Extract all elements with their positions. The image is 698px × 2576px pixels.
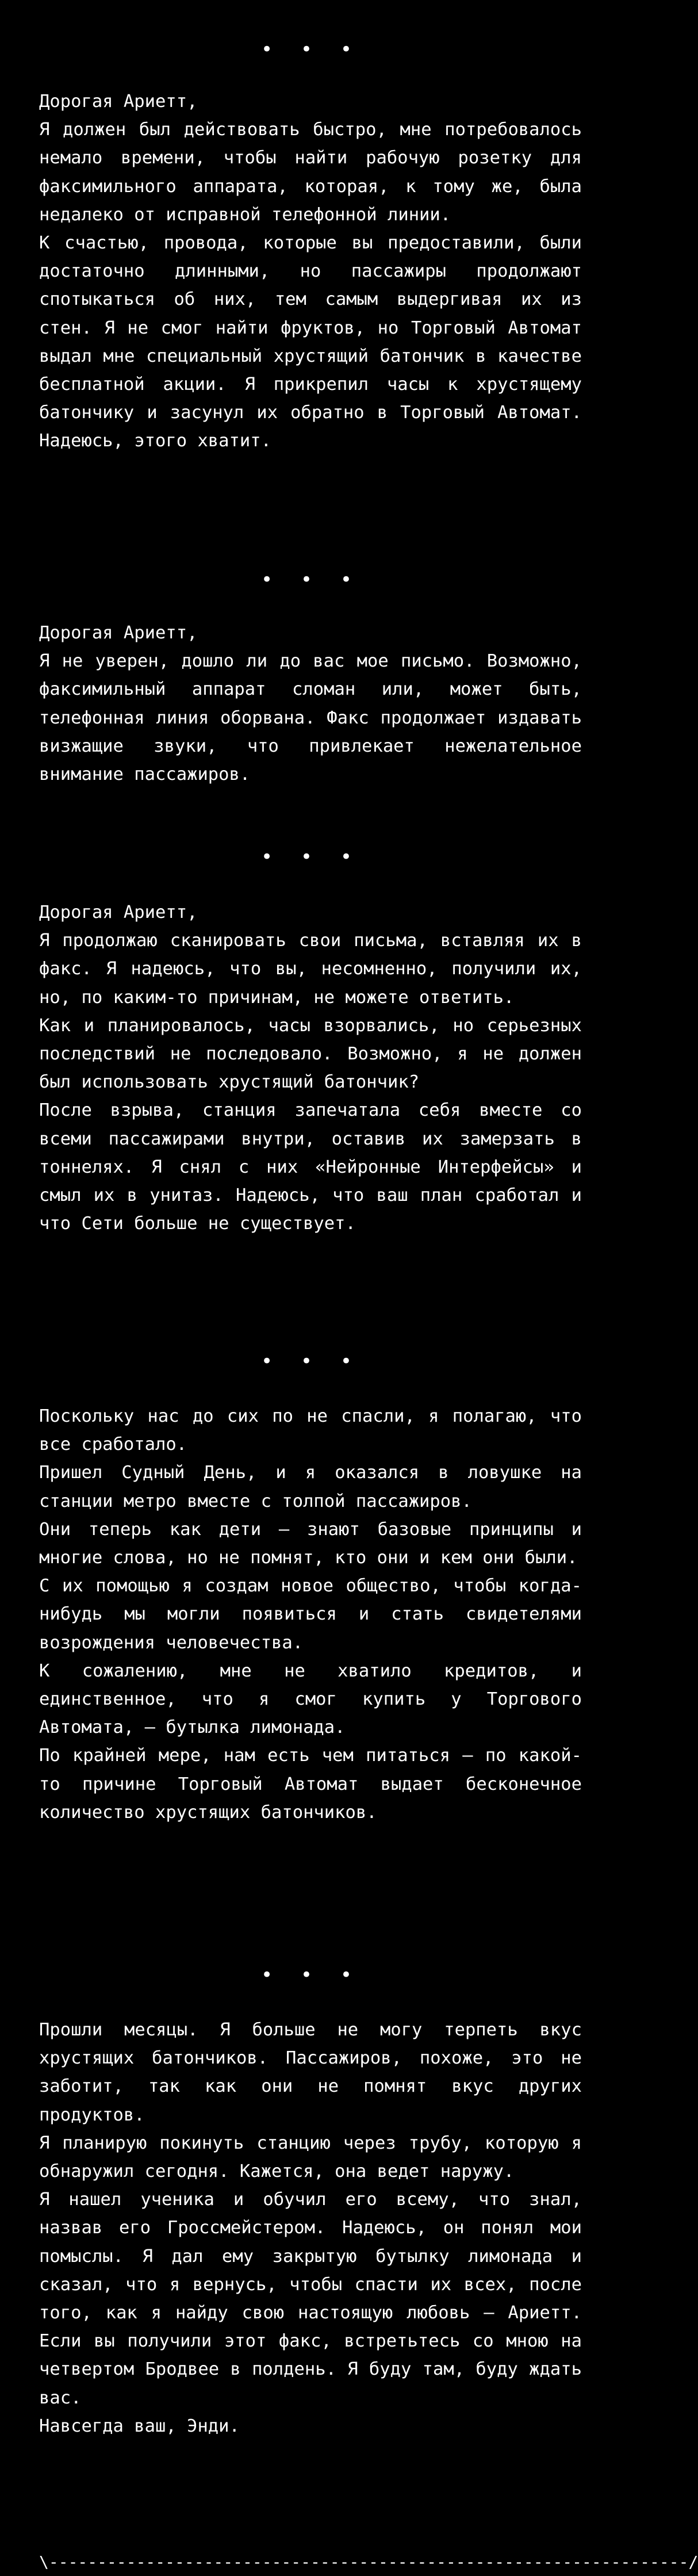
- letter-paragraph: По крайней мере, нам есть чем питаться – по какой-то причине Торговый Автомат выдает бесконечное количество хрустящих батончиков.: [39, 1746, 582, 1823]
- letter-paragraph: С их помощью я создам новое общество, чтобы когда-нибудь мы могли появиться и стать свидетелями возрождения человечества.: [39, 1576, 582, 1653]
- letter-paragraph: Я планирую покинуть станцию через трубу, которую я обнаружил сегодня. Кажется, она ведет наружу.: [39, 2133, 582, 2182]
- letter-3: [39, 898, 582, 1238]
- letter-paragraph: Я должен был действовать быстро, мне потребовалось немало времени, чтобы найти рабочую розетку для факсимильного аппарата, которая, к тому же, была недалеко от исправной телефонной линии.: [39, 120, 582, 225]
- letter-greeting: Дорогая Ариетт,: [39, 902, 198, 923]
- letter-paragraph: Я продолжаю сканировать свои письма, вставляя их в факс. Я надеюсь, что вы, несомненно, получили их, но, по каким-то причинам, не можете ответить.: [39, 931, 582, 1008]
- letter-paragraph: Поскольку нас до сих по не спасли, я полагаю, что все сработало.: [39, 1406, 582, 1455]
- letter-greeting: Дорогая Ариетт,: [39, 91, 198, 112]
- letter-1: [39, 87, 582, 456]
- section-divider: • • •: [260, 1963, 360, 1986]
- section-divider: • • •: [260, 568, 360, 591]
- letter-paragraph: К счастью, провода, которые вы предоставили, были достаточно длинными, но пассажиры продолжают спотыкаться об них, тем самым выдергивая их из стен. Я не смог найти фруктов, но Торговый Автомат выдал мне специальный хрустящий батончик в качестве бесплатной акции. Я прикрепил часы к хрустящему батончику и засунул их обратно в Торговый Автомат. Надеюсь, этого хватит.: [39, 233, 582, 451]
- footer-border: \------------------------------------------------------------------/: [39, 2552, 698, 2571]
- letter-paragraph: После взрыва, станция запечатала себя вместе со всеми пассажирами внутри, оставив их замерзать в тоннелях. Я снял с них «Нейронные Интерфейсы» и смыл их в унитаз. Надеюсь, что ваш план сработал и что Сети больше не существует.: [39, 1100, 582, 1234]
- letter-paragraph: Они теперь как дети – знают базовые принципы и многие слова, но не помнят, кто они и кем они были.: [39, 1519, 582, 1568]
- section-divider: • • •: [260, 845, 360, 868]
- letter-paragraph: Прошли месяцы. Я больше не могу терпеть вкус хрустящих батончиков. Пассажиров, похоже, это не заботит, так как они не помнят вкус других продуктов.: [39, 2020, 582, 2125]
- letter-paragraph: Пришел Судный День, и я оказался в ловушке на станции метро вместе с толпой пассажиров.: [39, 1463, 582, 1511]
- letter-paragraph: Как и планировалось, часы взорвались, но серьезных последствий не последовало. Возможно, я не должен был использовать хрустящий батончик?: [39, 1015, 582, 1093]
- section-divider: • • •: [260, 1350, 360, 1373]
- letter-4: [39, 1402, 582, 1827]
- letter-5: [39, 2016, 582, 2440]
- letter-2: [39, 619, 582, 789]
- letter-greeting: Дорогая Ариетт,: [39, 623, 198, 643]
- letter-paragraph: Я не уверен, дошло ли до вас мое письмо. Возможно, факсимильный аппарат сломан или, может быть, телефонная линия оборвана. Факс продолжает издавать визжащие звуки, что привлекает нежелательное внимание пассажиров.: [39, 651, 582, 785]
- letter-paragraph: К сожалению, мне не хватило кредитов, и единственное, что я смог купить у Торгового Автомата, – бутылка лимонада.: [39, 1660, 582, 1738]
- section-divider: • • •: [260, 38, 360, 61]
- letter-signature: Навсегда ваш, Энди.: [39, 2416, 240, 2436]
- letter-paragraph: Я нашел ученика и обучил его всему, что знал, назвав его Гроссмейстером. Надеюсь, он понял мои помыслы. Я дал ему закрытую бутылку лимонада и сказал, что я вернусь, чтобы спасти их всех, после того, как я найду свою настоящую любовь – Ариетт. Если вы получили этот факс, встретьтесь со мною на четвертом Бродвее в полдень. Я буду там, буду ждать вас.: [39, 2190, 582, 2408]
